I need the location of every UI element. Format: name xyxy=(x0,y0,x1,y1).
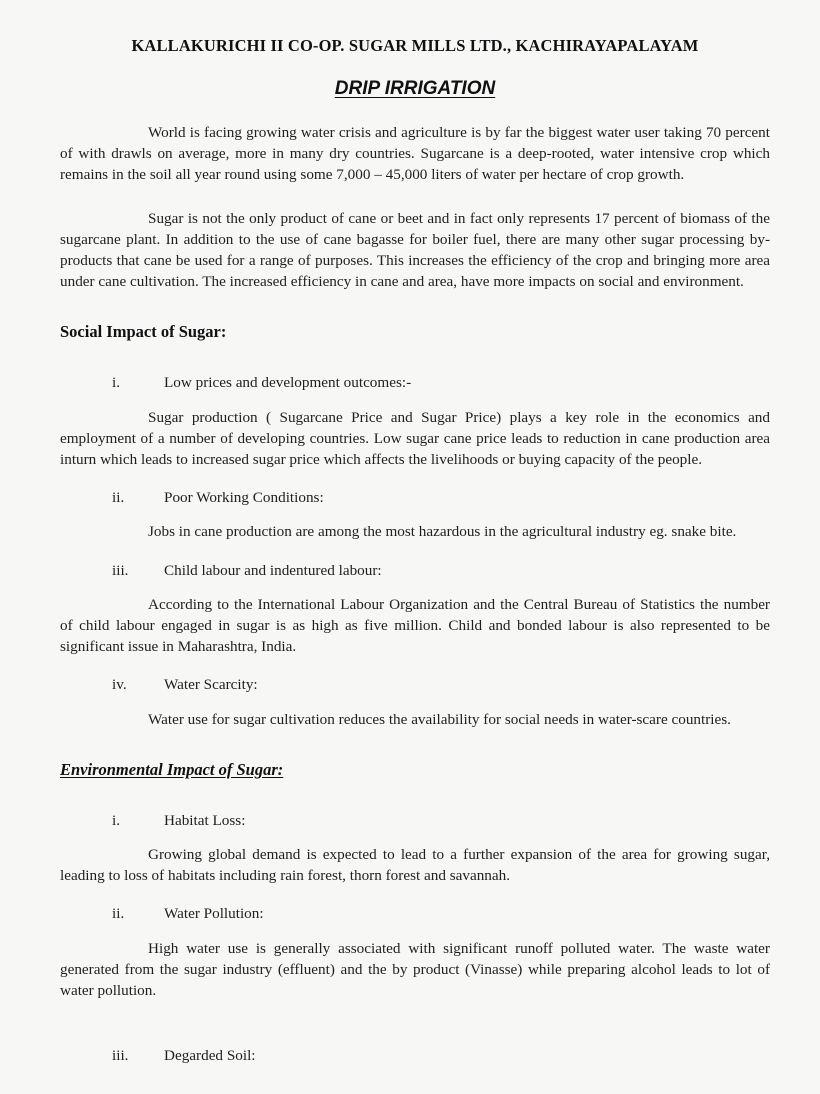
spacer xyxy=(60,657,770,674)
list-item-body-text: According to the International Labour Organization and the Central Bureau of Statistics the number of child labour engaged in sugar is as high as five million. Child and bonded labour is also represented to be significant issue in Maharashtra, India. xyxy=(60,595,770,656)
list-item xyxy=(60,372,770,393)
spacer xyxy=(60,886,770,903)
list-item xyxy=(60,1045,770,1066)
document-content xyxy=(60,0,770,1066)
list-item-label: Water Scarcity: xyxy=(164,676,258,694)
list-item-body xyxy=(60,407,770,471)
list-item-body xyxy=(60,594,770,658)
list-item-body xyxy=(60,844,770,886)
spacer xyxy=(60,342,770,372)
list-item-body-text: Growing global demand is expected to lead to a further expansion of the area for growing sugar, leading to loss of habitats including rain forest, thorn forest and savannah. xyxy=(60,846,770,885)
intro-paragraph-1-text: World is facing growing water crisis and agriculture is by far the biggest water user taking 70 percent of with drawls on average, more in many dry countries. Sugarcane is a deep-rooted, water intensive crop which remains in the soil all year round using some 7,000 – 45,000 liters of water per hectare of crop growth. xyxy=(60,124,770,184)
intro-paragraph-2 xyxy=(60,208,770,293)
list-item-label: Poor Working Conditions: xyxy=(164,489,324,507)
list-item xyxy=(60,903,770,924)
section-heading-social-impact: Social Impact of Sugar: xyxy=(60,322,227,342)
list-item-numeral: ii. xyxy=(112,905,125,923)
list-item xyxy=(60,810,770,831)
list-item-body-text: High water use is generally associated with significant runoff polluted water. The waste water generated from the sugar industry (effluent) and the by product (Vinasse) while preparing alcohol leads to lot of water pollution. xyxy=(60,939,770,1000)
list-item-label: Low prices and development outcomes:- xyxy=(164,374,412,392)
list-item-body xyxy=(60,521,770,542)
list-item-numeral: i. xyxy=(112,811,121,829)
list-item-numeral: i. xyxy=(112,374,121,392)
spacer xyxy=(60,831,770,844)
intro-paragraph-2-text: Sugar is not the only product of cane or beet and in fact only represents 17 percent of biomass of the sugarcane plant. In addition to the use of cane bagasse for boiler fuel, there are many other sugar processing by-products that cane be used for a range of purposes. This increases the efficiency of the crop and bringing more area under cane cultivation. The increased efficiency in cane and area, have more impacts on social and environment. xyxy=(60,209,770,291)
list-item xyxy=(60,487,770,508)
spacer xyxy=(60,543,770,560)
document-subject-title: DRIP IRRIGATION xyxy=(334,78,496,99)
list-item-numeral: ii. xyxy=(112,489,125,507)
spacer xyxy=(60,730,770,760)
list-item-numeral: iii. xyxy=(112,561,129,579)
spacer xyxy=(60,292,770,322)
list-item-label: Habitat Loss: xyxy=(164,811,246,829)
intro-paragraph-1 xyxy=(60,122,770,186)
list-item-body-text: Sugar production ( Sugarcane Price and Sugar Price) plays a key role in the economics and employment of a number of developing countries. Low sugar cane price leads to reduction in cane production area inturn which leads to increased sugar price which affects the livelihoods or buying capacity of the people. xyxy=(60,408,770,469)
spacer xyxy=(60,470,770,487)
spacer xyxy=(60,925,770,938)
spacer xyxy=(60,100,770,122)
list-item-body-text: Jobs in cane production are among the most hazardous in the agricultural industry eg. snake bite. xyxy=(148,523,737,541)
section-heading-environmental-impact: Environmental Impact of Sugar: xyxy=(60,759,284,779)
list-item-numeral: iv. xyxy=(112,676,127,694)
page-title: KALLAKURICHI II CO-OP. SUGAR MILLS LTD., KACHIRAYAPALAYAM xyxy=(131,36,699,55)
list-item-body-text: Water use for sugar cultivation reduces the availability for social needs in water-scare countries. xyxy=(148,710,731,728)
list-item-body xyxy=(60,938,770,1002)
list-item xyxy=(60,560,770,581)
spacer xyxy=(60,394,770,407)
spacer xyxy=(60,186,770,208)
list-item-body xyxy=(60,709,770,730)
list-item-label: Degarded Soil: xyxy=(164,1047,256,1065)
list-item-numeral: iii. xyxy=(112,1047,129,1065)
spacer xyxy=(60,508,770,521)
list-item xyxy=(60,674,770,695)
spacer xyxy=(60,696,770,709)
list-item-label: Child labour and indentured labour: xyxy=(164,561,382,579)
spacer xyxy=(60,780,770,810)
spacer xyxy=(60,581,770,594)
spacer xyxy=(60,1001,770,1045)
list-item-label: Water Pollution: xyxy=(164,905,264,923)
